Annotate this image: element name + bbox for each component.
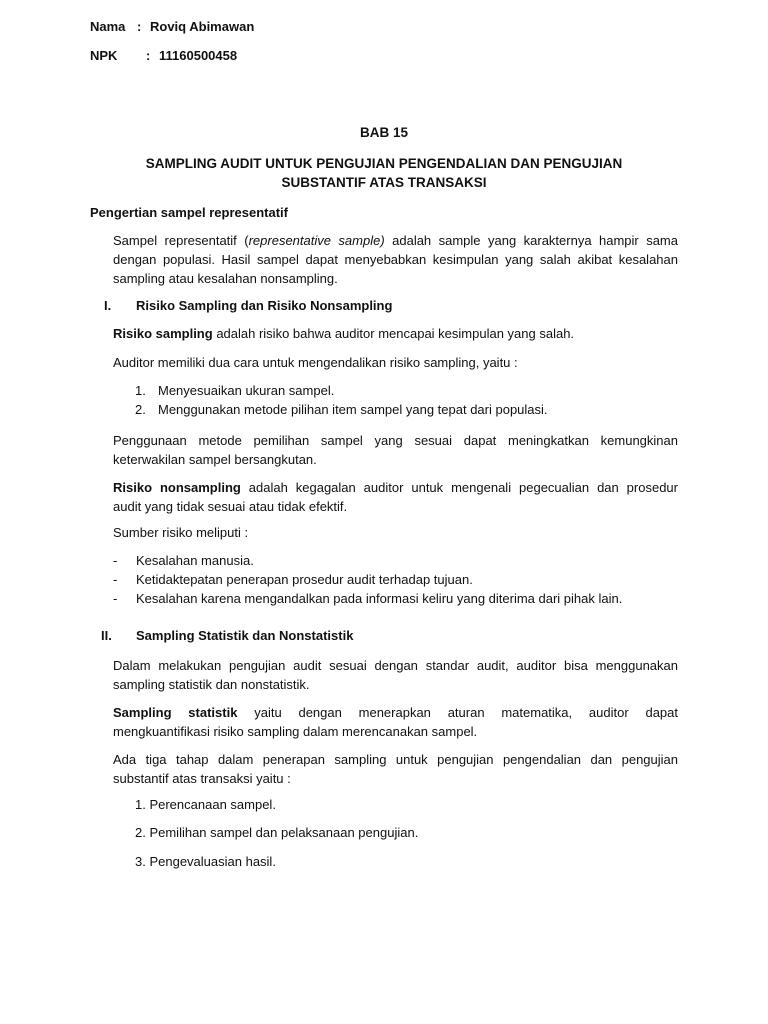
list-number: 1. <box>135 383 146 398</box>
paragraph-line: sampling statistik dan nonstatistik. <box>113 677 310 692</box>
paragraph-line: keterwakilan sampel bersangkutan. <box>113 452 317 467</box>
bullet-dash: - <box>113 572 118 587</box>
npk-label: NPK <box>90 48 118 63</box>
stage-item: 3. Pengevaluasian hasil. <box>135 854 276 869</box>
npk-separator: : <box>146 48 151 63</box>
paragraph-line: Penggunaan metode pemilihan sampel yang sesuai dapat meningkatkan kemungkinan <box>113 433 678 448</box>
paragraph-line: mengkuantifikasi risiko sampling dalam merencanakan sampel. <box>113 724 478 739</box>
paragraph-line <box>113 478 678 497</box>
paragraph-statistical <box>113 703 678 741</box>
chapter-title: BAB 15 <box>359 125 408 140</box>
control-intro: Auditor memiliki dua cara untuk mengendalikan risiko sampling, yaitu : <box>113 355 518 370</box>
document-title-line-2: SUBSTANTIF ATAS TRANSAKSI <box>281 175 487 190</box>
name-label: Nama <box>90 19 126 34</box>
text-run: Sampel representatif ( <box>113 233 249 248</box>
text-run: adalah risiko bahwa auditor mencapai kesimpulan yang salah. <box>212 326 575 341</box>
text-run: adalah kegagalan auditor untuk mengenali pegecualian dan prosedur <box>240 480 678 495</box>
bullet-item: Ketidaktepatan penerapan prosedur audit terhadap tujuan. <box>136 572 473 587</box>
paragraph-line: sampling atau kesalahan nonsampling. <box>113 271 338 286</box>
section-heading-pengertian: Pengertian sampel representatif <box>90 205 288 220</box>
bullet-item: Kesalahan karena mengandalkan pada informasi keliru yang diterima dari pihak lain. <box>136 591 623 606</box>
npk-value: 11160500458 <box>159 48 238 63</box>
risk-sampling-definition <box>113 326 574 341</box>
section-number-1: I. <box>104 298 112 313</box>
paragraph-line: substantif atas transaksi yaitu : <box>113 771 291 786</box>
bold-term: Risiko nonsampling <box>113 480 241 495</box>
sources-intro: Sumber risiko meliputi : <box>113 525 249 540</box>
paragraph-line: audit yang tidak sesuai atau tidak efektif. <box>113 499 348 514</box>
bullet-item: Kesalahan manusia. <box>136 553 254 568</box>
text-run: adalah sample yang karakternya hampir sama <box>384 233 678 248</box>
list-number: 2. <box>135 402 146 417</box>
name-value: Roviq Abimawan <box>150 19 255 34</box>
document-title-line-1: SAMPLING AUDIT UNTUK PENGUJIAN PENGENDALIAN DAN PENGUJIAN <box>145 156 623 171</box>
stage-item: 1. Perencanaan sampel. <box>135 797 276 812</box>
list-item: Menyesuaikan ukuran sampel. <box>158 383 335 398</box>
section-number-2: II. <box>101 628 112 643</box>
list-item: Menggunakan metode pilihan item sampel yang tepat dari populasi. <box>158 402 548 417</box>
paragraph-usage <box>113 431 678 469</box>
stage-item: 2. Pemilihan sampel dan pelaksanaan pengujian. <box>135 825 419 840</box>
italic-term: representative sample) <box>248 233 385 248</box>
section-heading-1: Risiko Sampling dan Risiko Nonsampling <box>136 298 393 313</box>
paragraph-representatif <box>113 231 678 288</box>
paragraph-line <box>113 231 678 250</box>
bold-term: Sampling statistik <box>113 705 238 720</box>
bold-term: Risiko sampling <box>113 326 213 341</box>
paragraph-standards <box>113 656 678 694</box>
section-heading-2: Sampling Statistik dan Nonstatistik <box>136 628 354 643</box>
name-separator: : <box>137 19 142 34</box>
paragraph-line: Dalam melakukan pengujian audit sesuai dengan standar audit, auditor bisa menggunakan <box>113 658 678 673</box>
paragraph-line: dengan populasi. Hasil sampel dapat menyebabkan kesimpulan yang salah akibat kesalahan <box>113 252 678 267</box>
paragraph-nonsampling <box>113 478 678 516</box>
bullet-dash: - <box>113 591 118 606</box>
paragraph-stages <box>113 750 678 788</box>
paragraph-line <box>113 703 678 722</box>
bullet-dash: - <box>113 553 118 568</box>
paragraph-line: Ada tiga tahap dalam penerapan sampling untuk pengujian pengendalian dan pengujian <box>113 752 678 767</box>
text-run: yaitu dengan menerapkan aturan matematika, auditor dapat <box>237 705 679 720</box>
